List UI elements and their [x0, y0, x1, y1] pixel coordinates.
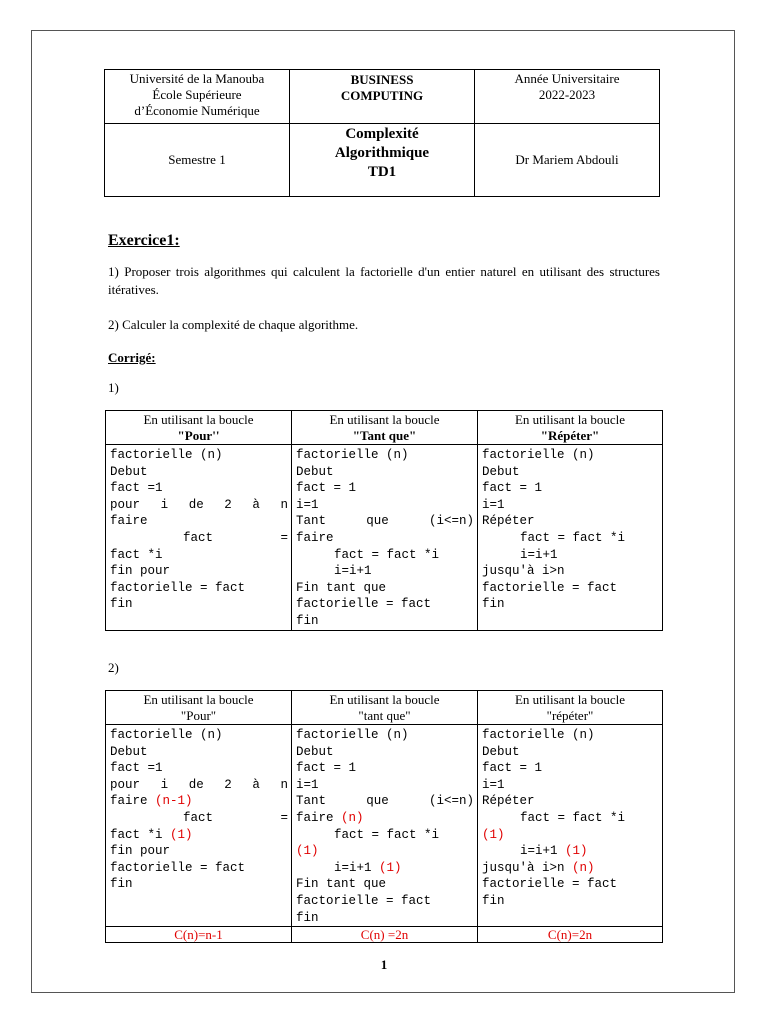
code-line: factorielle = fact: [296, 893, 432, 908]
code-line: Debut: [296, 744, 334, 759]
cost-annotation: (1): [565, 844, 588, 859]
code-line: fin pour: [110, 564, 171, 579]
code-word: à: [252, 497, 260, 512]
code-repeter-cost: [478, 725, 663, 927]
code-word: =: [280, 810, 288, 825]
code-word: =: [280, 530, 288, 545]
code-word: fact: [183, 530, 214, 545]
code-line: [296, 860, 474, 877]
question-2: 2) Calculer la complexité de chaque algorithme.: [108, 317, 359, 332]
code-line: factorielle = fact: [482, 877, 618, 892]
code-line: fact = 1: [482, 481, 543, 496]
header-repeter: [478, 691, 663, 725]
code-line: [110, 530, 288, 547]
code-line: [296, 513, 474, 530]
cost-annotation: (1): [379, 860, 402, 875]
code-word: n: [280, 777, 288, 792]
code-pour: [106, 445, 292, 631]
code-line: Fin tant que: [296, 580, 387, 595]
algorithms-table: [105, 410, 663, 631]
header-text: En utilisant la boucle: [514, 691, 626, 707]
code-line: factorielle = fact: [296, 597, 432, 612]
code-word: que: [366, 514, 389, 529]
code-word: Tant: [296, 794, 327, 809]
code-line: fact = fact *i: [520, 530, 626, 545]
cost-annotation: (n-1): [155, 794, 193, 809]
cost-annotation: (1): [296, 844, 319, 859]
code-line: i=1: [482, 497, 505, 512]
header-text: En utilisant la boucle: [143, 411, 254, 427]
header-tant-que: [292, 691, 478, 725]
corrige-heading: Corrigé:: [108, 350, 156, 365]
header-text: En utilisant la boucle: [329, 411, 440, 427]
cost-annotation: (1): [170, 827, 193, 842]
code-line: fact =1: [110, 761, 163, 776]
code-word: pour: [110, 497, 141, 512]
code-line: [296, 810, 474, 827]
code-line: i=i+1: [520, 547, 558, 562]
code-word: n: [280, 497, 288, 512]
code-line: fact =1: [110, 481, 163, 496]
code-line: fin: [296, 613, 319, 628]
header-tant-que: [292, 411, 478, 445]
code-line: fact = fact *i: [520, 810, 626, 825]
part-1-label: 1): [108, 380, 119, 395]
code-line: factorielle = fact: [482, 580, 618, 595]
code-word: 2: [224, 777, 232, 792]
code-line: factorielle (n): [296, 448, 409, 462]
code-line: factorielle (n): [296, 728, 409, 742]
code-word: faire: [296, 810, 334, 825]
code-line: i=1: [296, 497, 319, 512]
code-line: Debut: [110, 464, 148, 479]
code-line: [482, 843, 659, 860]
code-line: factorielle (n): [482, 728, 595, 742]
header-loop-name: "Tant que": [352, 427, 417, 443]
code-line: faire: [110, 514, 148, 529]
subject-cell: [290, 124, 475, 197]
code-line: [110, 810, 288, 827]
complexity-tant-que: C(n) =2n: [292, 927, 478, 943]
code-word: (i<=n): [428, 514, 474, 529]
header-text: En utilisant la boucle: [329, 691, 440, 707]
code-line: fact *i: [110, 547, 163, 562]
course-cell: [290, 70, 475, 124]
code-word: pour: [110, 777, 141, 792]
code-word: faire: [110, 794, 148, 809]
code-line: fact = fact *i: [334, 547, 440, 562]
code-tant-que-cost: [292, 725, 478, 927]
university-name: Université de la Manouba: [129, 71, 265, 86]
code-line: Debut: [482, 744, 520, 759]
code-tant-que: [292, 445, 478, 631]
code-line: Répéter: [482, 514, 535, 529]
code-line: i=1: [482, 777, 505, 792]
code-line: i=1: [296, 777, 319, 792]
code-word: i: [160, 497, 169, 512]
code-word: i=i+1: [520, 844, 558, 859]
header-loop-name: "répéter": [546, 707, 594, 723]
code-line: Répéter: [482, 794, 535, 809]
header-pour: [106, 691, 292, 725]
school-name-line2: d’Économie Numérique: [134, 103, 260, 118]
code-line: fin pour: [110, 844, 171, 859]
code-word: à: [252, 777, 260, 792]
subject-line3: TD1: [367, 164, 397, 180]
code-line: i=i+1: [334, 564, 372, 579]
code-line: Fin tant que: [296, 877, 387, 892]
year-cell: [475, 70, 660, 124]
part-2-label: 2): [108, 660, 119, 675]
code-line: Debut: [110, 744, 148, 759]
course-line1: BUSINESS: [350, 72, 414, 87]
header-loop-name: "tant que": [358, 707, 411, 723]
header-pour: [106, 411, 292, 445]
year-value: 2022-2023: [538, 87, 596, 102]
header-loop-name: "Répéter": [540, 427, 600, 443]
code-word: i: [160, 777, 169, 792]
code-word: Tant: [296, 514, 327, 529]
header-table: [104, 69, 660, 197]
subject-line1: Complexité: [345, 126, 419, 142]
code-line: [110, 777, 288, 794]
code-word: (i<=n): [428, 794, 474, 809]
code-line: Debut: [482, 464, 520, 479]
header-text: En utilisant la boucle: [143, 691, 254, 707]
complexity-table: [105, 690, 663, 943]
code-line: [110, 793, 288, 810]
code-line: fact = 1: [296, 761, 357, 776]
code-line: [110, 497, 288, 514]
code-line: fin: [482, 597, 505, 612]
code-word: fact *i: [110, 827, 163, 842]
code-repeter: [478, 445, 663, 631]
code-line: jusqu'à i>n: [482, 564, 565, 579]
university-cell: [105, 70, 290, 124]
code-word: que: [366, 794, 389, 809]
year-label: Année Universitaire: [514, 71, 620, 86]
course-line2: COMPUTING: [340, 88, 424, 103]
school-name-line1: École Supérieure: [152, 87, 242, 102]
code-word: fact: [183, 810, 214, 825]
complexity-repeter: C(n)=2n: [478, 927, 663, 943]
code-word: i=i+1: [334, 860, 372, 875]
header-loop-name: "Pour": [180, 707, 217, 723]
code-line: fin: [296, 910, 319, 925]
code-word: 2: [224, 497, 232, 512]
code-line: fact = 1: [296, 481, 357, 496]
code-line: [110, 827, 288, 844]
teacher-cell: [475, 124, 660, 197]
subject-line2: Algorithmique: [334, 145, 430, 161]
code-line: factorielle (n): [482, 448, 595, 462]
code-word: jusqu'à i>n: [482, 860, 565, 875]
page-number: 1: [380, 957, 388, 972]
code-word: de: [188, 777, 204, 792]
complexity-pour: C(n)=n-1: [106, 927, 292, 943]
code-line: fin: [110, 877, 133, 892]
code-line: Debut: [296, 464, 334, 479]
code-line: fact = fact *i: [334, 827, 440, 842]
header-text: En utilisant la boucle: [514, 411, 626, 427]
code-line: fin: [482, 893, 505, 908]
code-line: factorielle (n): [110, 728, 223, 742]
cost-annotation: (n): [572, 860, 595, 875]
code-word: de: [188, 497, 204, 512]
code-line: factorielle = fact: [110, 580, 246, 595]
code-line: factorielle (n): [110, 448, 223, 462]
code-line: [296, 793, 474, 810]
cost-annotation: (1): [482, 827, 505, 842]
semester-cell: [105, 124, 290, 197]
code-line: fact = 1: [482, 761, 543, 776]
exercise-title: Exercice1:: [108, 232, 180, 249]
header-repeter: [478, 411, 663, 445]
code-line: factorielle = fact: [110, 860, 246, 875]
question-1: 1) Proposer trois algorithmes qui calculent la factorielle d'un entier naturel en utilisant des structures itératives.: [108, 264, 660, 297]
cost-annotation: (n): [341, 810, 364, 825]
code-line: faire: [296, 530, 334, 545]
teacher-name: Dr Mariem Abdouli: [515, 152, 619, 167]
header-loop-name: "Pour'': [177, 427, 220, 443]
code-pour-cost: [106, 725, 292, 927]
code-line: [482, 860, 659, 877]
semester-label: Semestre 1: [168, 152, 226, 167]
code-line: fin: [110, 597, 133, 612]
